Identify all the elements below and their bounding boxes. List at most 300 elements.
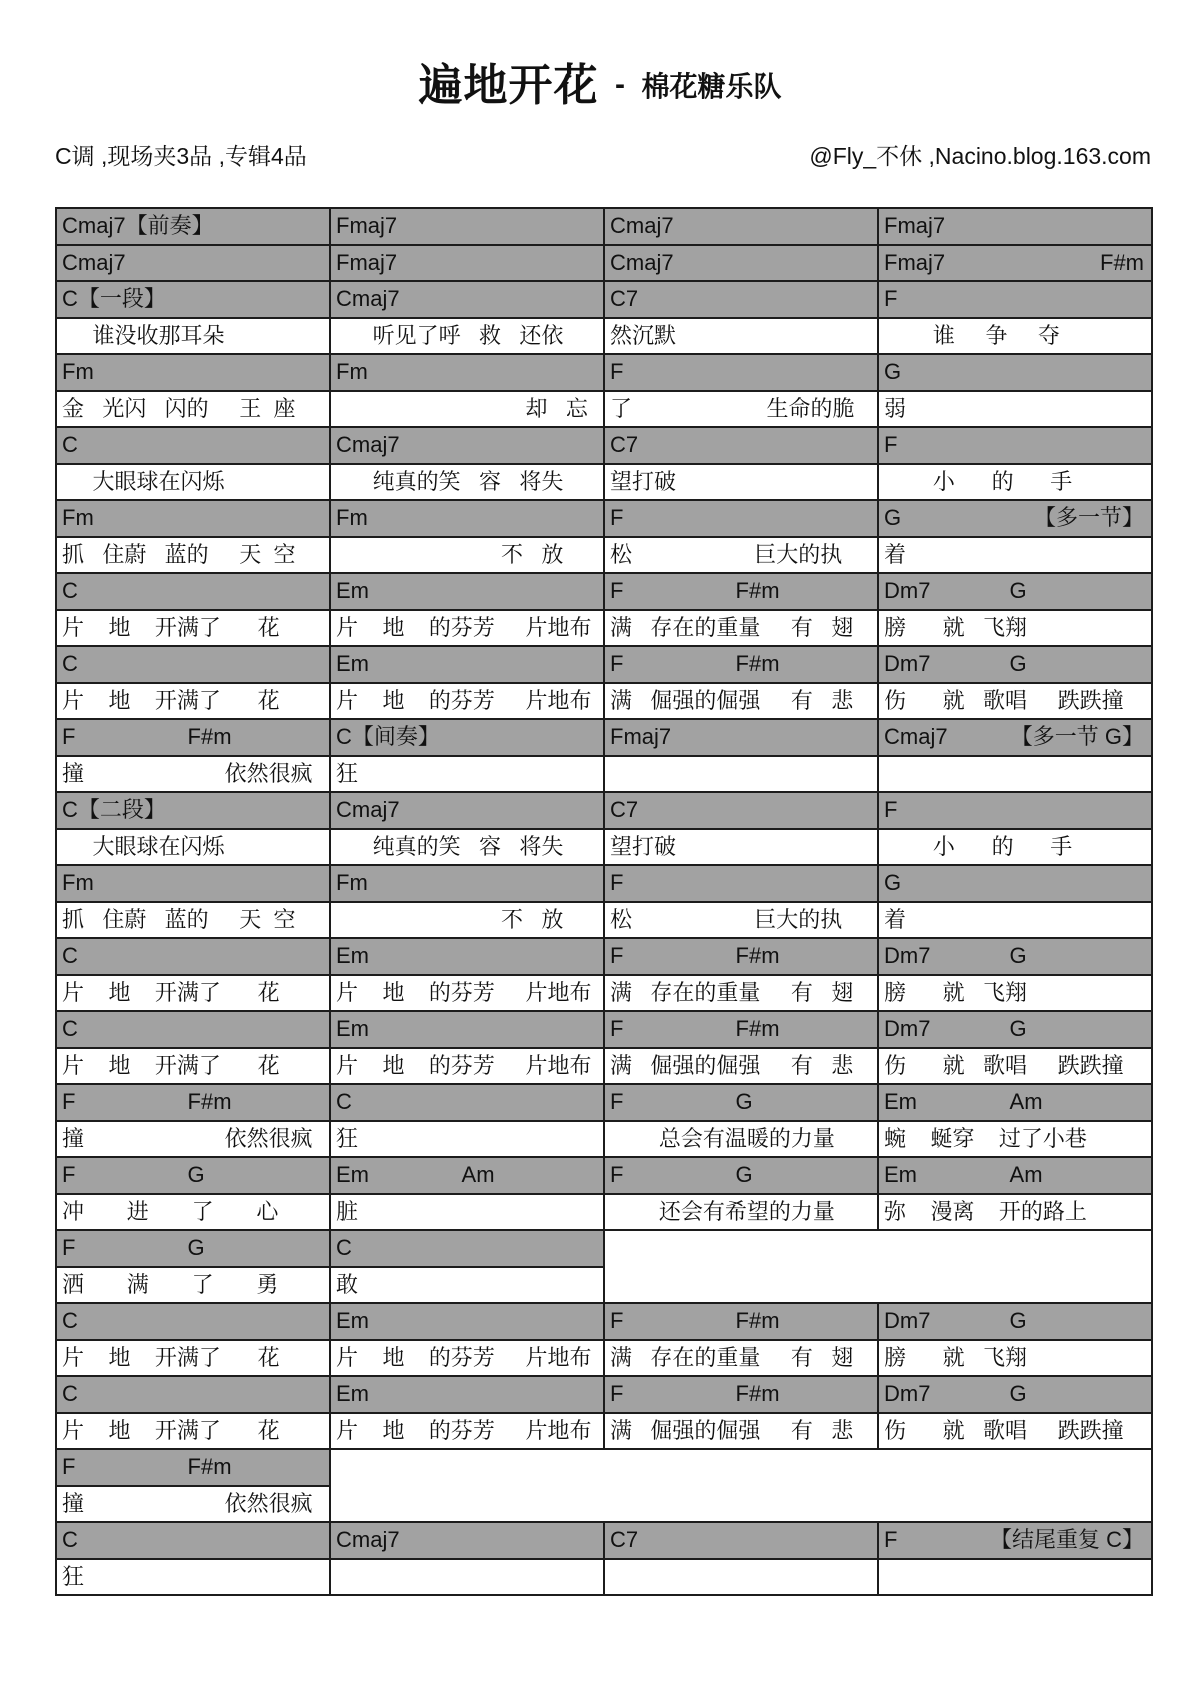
lyric-cell bbox=[330, 318, 604, 355]
chord-cell bbox=[604, 646, 878, 683]
lyric-cell bbox=[604, 537, 878, 574]
chord-cell bbox=[56, 208, 330, 245]
chord-cell bbox=[330, 1449, 1152, 1522]
lyric-text: 冲 进 了 心 bbox=[62, 1198, 279, 1224]
chord-row bbox=[56, 1011, 1152, 1048]
lyric-cell bbox=[330, 1559, 604, 1596]
lyric-text: 松 巨大的执 bbox=[610, 541, 843, 567]
chord-cell bbox=[878, 1522, 1152, 1559]
lyric-text: 狂 bbox=[62, 1563, 85, 1589]
chord-text: F bbox=[884, 432, 898, 458]
lyric-cell bbox=[56, 1048, 330, 1085]
chord-cell bbox=[878, 646, 1152, 683]
chord-cell bbox=[878, 208, 1152, 245]
lyric-cell bbox=[878, 1121, 1152, 1158]
lyric-text: 膀 就 飞翔 bbox=[884, 614, 1028, 640]
lyric-text: 洒 满 了 勇 bbox=[62, 1271, 279, 1297]
chord-text: Cmaj7 bbox=[336, 1527, 400, 1553]
lyric-cell bbox=[56, 537, 330, 574]
chord-text: Em bbox=[884, 1089, 917, 1115]
chord-text: Cmaj7 bbox=[336, 432, 400, 458]
chord-text: Cmaj7【前奏】 bbox=[62, 213, 214, 239]
lyric-cell bbox=[56, 975, 330, 1012]
lyric-cell bbox=[878, 610, 1152, 647]
chord-text-secondary: Am bbox=[1009, 1162, 1043, 1188]
chord-text-secondary: F#m bbox=[735, 1308, 780, 1334]
lyric-text: 敢 bbox=[336, 1271, 359, 1297]
chord-text: Em bbox=[336, 943, 369, 969]
chord-text-secondary: G bbox=[1009, 578, 1027, 604]
chord-text: F bbox=[610, 870, 624, 896]
chord-cell bbox=[878, 1376, 1152, 1413]
lyric-text: 不 放 bbox=[336, 906, 564, 932]
chord-text: F bbox=[610, 1308, 624, 1334]
lyric-cell bbox=[604, 464, 878, 501]
chord-text: F bbox=[610, 1016, 624, 1042]
chord-row bbox=[56, 1449, 1152, 1486]
lyric-cell bbox=[330, 829, 604, 866]
lyric-cell bbox=[56, 1559, 330, 1596]
chord-text: F bbox=[62, 1454, 76, 1480]
chord-row bbox=[56, 792, 1152, 829]
chord-cell bbox=[604, 573, 878, 610]
chord-text: Dm7 bbox=[884, 1016, 931, 1042]
chord-cell bbox=[604, 1230, 1152, 1303]
chord-cell bbox=[56, 719, 330, 756]
chord-cell bbox=[604, 1303, 878, 1340]
lyric-cell bbox=[56, 756, 330, 793]
chord-grid-body bbox=[56, 208, 1152, 1595]
chord-cell bbox=[330, 865, 604, 902]
chord-text: Fm bbox=[62, 870, 94, 896]
chord-text: Em bbox=[336, 1381, 369, 1407]
lyric-text: 片 地 开满了 花 bbox=[62, 1052, 280, 1078]
chord-text: Fmaj7 bbox=[884, 213, 946, 239]
chord-row bbox=[56, 1157, 1152, 1194]
chord-cell bbox=[604, 245, 878, 282]
chord-cell bbox=[878, 354, 1152, 391]
lyric-cell bbox=[604, 683, 878, 720]
chord-text: Dm7 bbox=[884, 943, 931, 969]
credit-info: @Fly_不休 ,Nacino.blog.163.com bbox=[809, 142, 1151, 169]
lyric-text: 抓 住蔚 蓝的 天 空 bbox=[62, 541, 296, 567]
lyric-text: 满 倔强的倔强 有 悲 bbox=[610, 1052, 854, 1078]
chord-text: C【一段】 bbox=[62, 286, 166, 312]
chord-text-secondary: G bbox=[187, 1235, 205, 1261]
lyric-text: 小 的 手 bbox=[884, 833, 1073, 859]
chord-text-secondary: G bbox=[1009, 1381, 1027, 1407]
chord-cell bbox=[330, 573, 604, 610]
lyric-row bbox=[56, 829, 1152, 866]
lyric-text: 膀 就 飞翔 bbox=[884, 1344, 1028, 1370]
chord-text: Cmaj7 bbox=[336, 286, 400, 312]
chord-text: G bbox=[884, 505, 902, 531]
chord-text: Cmaj7 bbox=[336, 797, 400, 823]
lyric-cell bbox=[56, 391, 330, 428]
chord-cell bbox=[878, 865, 1152, 902]
chord-text: C bbox=[336, 1089, 352, 1115]
lyric-cell bbox=[878, 1340, 1152, 1377]
chord-cell bbox=[330, 719, 604, 756]
chord-text: Dm7 bbox=[884, 651, 931, 677]
lyric-cell bbox=[56, 1413, 330, 1450]
chord-cell bbox=[604, 1084, 878, 1121]
lyric-text: 撞 依然很疯 bbox=[62, 760, 313, 786]
chord-text: C bbox=[62, 1016, 78, 1042]
chord-text: Fm bbox=[62, 505, 94, 531]
chord-text: C bbox=[62, 1527, 78, 1553]
lyric-cell bbox=[878, 1048, 1152, 1085]
chord-cell bbox=[878, 245, 1152, 282]
lyric-text: 膀 就 飞翔 bbox=[884, 979, 1028, 1005]
lyric-row bbox=[56, 318, 1152, 355]
lyric-row bbox=[56, 464, 1152, 501]
chord-cell bbox=[878, 1011, 1152, 1048]
chord-text-secondary: F#m bbox=[187, 1454, 232, 1480]
chord-cell bbox=[330, 1376, 604, 1413]
lyric-row bbox=[56, 610, 1152, 647]
chord-text: G bbox=[884, 359, 902, 385]
chord-cell bbox=[56, 1522, 330, 1559]
chord-text: C bbox=[62, 1308, 78, 1334]
chord-cell bbox=[56, 1303, 330, 1340]
chord-text: F bbox=[610, 943, 624, 969]
lyric-row bbox=[56, 1559, 1152, 1596]
lyric-text: 狂 bbox=[336, 760, 359, 786]
chord-cell bbox=[330, 1522, 604, 1559]
chord-text: F bbox=[610, 578, 624, 604]
chord-cell bbox=[878, 1303, 1152, 1340]
chord-text: Cmaj7 bbox=[884, 724, 948, 750]
lyric-cell bbox=[604, 756, 878, 793]
chord-cell bbox=[604, 427, 878, 464]
lyric-cell bbox=[604, 1559, 878, 1596]
lyric-cell bbox=[604, 902, 878, 939]
chord-text: C7 bbox=[610, 1527, 639, 1553]
chord-text: Em bbox=[336, 1016, 369, 1042]
chord-cell bbox=[56, 500, 330, 537]
chord-cell bbox=[56, 427, 330, 464]
chord-text: C7 bbox=[610, 432, 639, 458]
lyric-text: 还会有希望的力量 bbox=[610, 1198, 835, 1224]
chord-text: C【二段】 bbox=[62, 797, 166, 823]
chord-cell bbox=[56, 1157, 330, 1194]
chord-cell bbox=[330, 646, 604, 683]
chord-cell bbox=[330, 1084, 604, 1121]
chord-text: F bbox=[62, 1089, 76, 1115]
lyric-cell bbox=[330, 756, 604, 793]
chord-text: C bbox=[62, 1381, 78, 1407]
lyric-row bbox=[56, 683, 1152, 720]
chord-cell bbox=[604, 500, 878, 537]
lyric-cell bbox=[878, 975, 1152, 1012]
chord-text: C bbox=[62, 578, 78, 604]
chord-row bbox=[56, 719, 1152, 756]
chord-text: F bbox=[610, 651, 624, 677]
chord-text: Cmaj7 bbox=[610, 213, 674, 239]
section-note: 【多一节】 bbox=[1033, 505, 1144, 531]
chord-text: G bbox=[884, 870, 902, 896]
chord-cell bbox=[56, 1084, 330, 1121]
chord-row bbox=[56, 646, 1152, 683]
chord-cell bbox=[330, 245, 604, 282]
lyric-cell bbox=[330, 537, 604, 574]
lyric-row bbox=[56, 756, 1152, 793]
chord-row bbox=[56, 1230, 1152, 1267]
lyric-cell bbox=[56, 318, 330, 355]
chord-text: Fmaj7 bbox=[884, 249, 946, 275]
chord-text: F bbox=[610, 505, 624, 531]
chord-cell bbox=[604, 208, 878, 245]
lyric-text: 纯真的笑 容 将失 bbox=[336, 468, 564, 494]
lyric-cell bbox=[604, 1194, 878, 1231]
chord-cell bbox=[604, 1522, 878, 1559]
lyric-cell bbox=[604, 1413, 878, 1450]
chord-text-secondary: G bbox=[1009, 1016, 1027, 1042]
chord-row bbox=[56, 427, 1152, 464]
chord-row bbox=[56, 1084, 1152, 1121]
chord-text: Em bbox=[884, 1162, 917, 1188]
chord-cell bbox=[56, 646, 330, 683]
chord-text: Fm bbox=[336, 359, 368, 385]
lyric-cell bbox=[56, 1486, 330, 1523]
chord-cell bbox=[56, 938, 330, 975]
chord-cell bbox=[56, 354, 330, 391]
lyric-cell bbox=[56, 1194, 330, 1231]
chord-cell bbox=[330, 354, 604, 391]
lyric-row bbox=[56, 1121, 1152, 1158]
lyric-text: 片 地 的芬芳 片地布 bbox=[336, 687, 592, 713]
lyric-text: 却 忘 bbox=[336, 395, 588, 421]
chord-cell bbox=[878, 1157, 1152, 1194]
chord-row bbox=[56, 1376, 1152, 1413]
chord-cell bbox=[878, 281, 1152, 318]
chord-cell bbox=[604, 281, 878, 318]
lyric-cell bbox=[56, 1121, 330, 1158]
lyric-row bbox=[56, 975, 1152, 1012]
lyric-text: 片 地 的芬芳 片地布 bbox=[336, 614, 592, 640]
chord-text: Fm bbox=[62, 359, 94, 385]
chord-cell bbox=[330, 1011, 604, 1048]
lyric-cell bbox=[330, 464, 604, 501]
chord-text: Em bbox=[336, 651, 369, 677]
chord-text-secondary: G bbox=[1009, 943, 1027, 969]
lyric-text: 了 生命的脆 bbox=[610, 395, 855, 421]
lyric-cell bbox=[330, 610, 604, 647]
chord-cell bbox=[878, 500, 1152, 537]
chord-cell bbox=[330, 427, 604, 464]
lyric-text: 不 放 bbox=[336, 541, 564, 567]
chord-text: C【间奏】 bbox=[336, 724, 440, 750]
chord-text: Cmaj7 bbox=[62, 249, 126, 275]
chord-text: C7 bbox=[610, 286, 639, 312]
chord-text: F bbox=[610, 359, 624, 385]
lyric-cell bbox=[878, 1194, 1152, 1231]
chord-cell bbox=[56, 281, 330, 318]
chord-cell bbox=[330, 1157, 604, 1194]
chord-row bbox=[56, 245, 1152, 282]
lyric-cell bbox=[604, 1121, 878, 1158]
lyric-cell bbox=[878, 1413, 1152, 1450]
lyric-row bbox=[56, 537, 1152, 574]
lyric-text: 满 存在的重量 有 翅 bbox=[610, 979, 854, 1005]
chord-row bbox=[56, 573, 1152, 610]
lyric-cell bbox=[604, 1048, 878, 1085]
lyric-cell bbox=[330, 683, 604, 720]
chord-cell bbox=[56, 865, 330, 902]
lyric-cell bbox=[56, 829, 330, 866]
chord-text-secondary: Am bbox=[461, 1162, 495, 1188]
chord-cell bbox=[330, 1230, 604, 1267]
chord-grid bbox=[55, 207, 1153, 1596]
lyric-text: 满 存在的重量 有 翅 bbox=[610, 614, 854, 640]
lyric-text: 纯真的笑 容 将失 bbox=[336, 833, 564, 859]
chord-row bbox=[56, 354, 1152, 391]
lyric-text: 金 光闪 闪的 王 座 bbox=[62, 395, 296, 421]
chord-cell bbox=[878, 719, 1152, 756]
lyric-text: 满 倔强的倔强 有 悲 bbox=[610, 687, 854, 713]
chord-cell bbox=[604, 1157, 878, 1194]
lyric-cell bbox=[604, 975, 878, 1012]
lyric-row bbox=[56, 1340, 1152, 1377]
chord-text-secondary: F#m bbox=[735, 943, 780, 969]
lyric-cell bbox=[878, 683, 1152, 720]
chord-cell bbox=[604, 719, 878, 756]
chord-cell bbox=[56, 792, 330, 829]
lyric-text: 片 地 的芬芳 片地布 bbox=[336, 1052, 592, 1078]
chord-text: Dm7 bbox=[884, 1308, 931, 1334]
chord-cell bbox=[878, 1084, 1152, 1121]
lyric-text: 片 地 的芬芳 片地布 bbox=[336, 1417, 592, 1443]
chord-row bbox=[56, 1522, 1152, 1559]
chord-cell bbox=[604, 354, 878, 391]
lyric-cell bbox=[330, 902, 604, 939]
lyric-text: 着 bbox=[884, 541, 907, 567]
lyric-text: 弱 bbox=[884, 395, 907, 421]
artist-name: 棉花糖乐队 bbox=[641, 71, 782, 102]
chord-text-secondary: G bbox=[1009, 1308, 1027, 1334]
chord-cell bbox=[330, 281, 604, 318]
lyric-text: 伤 就 歌唱 跌跌撞 bbox=[884, 1052, 1124, 1078]
chord-text: Em bbox=[336, 1162, 369, 1188]
section-note: F#m bbox=[1100, 249, 1144, 275]
chord-text-secondary: G bbox=[735, 1162, 753, 1188]
lyric-row bbox=[56, 391, 1152, 428]
chord-row bbox=[56, 865, 1152, 902]
chord-text: F bbox=[62, 1235, 76, 1261]
lyric-text: 片 地 的芬芳 片地布 bbox=[336, 1344, 592, 1370]
chord-text: F bbox=[884, 1527, 898, 1553]
lyric-text: 片 地 开满了 花 bbox=[62, 1417, 280, 1443]
chord-cell bbox=[604, 1011, 878, 1048]
lyric-text: 弥 漫离 开的路上 bbox=[884, 1198, 1087, 1224]
key-capo-info: C调 ,现场夹3品 ,专辑4品 bbox=[55, 142, 307, 169]
chord-text: C bbox=[62, 432, 78, 458]
chord-cell bbox=[56, 1011, 330, 1048]
lyric-text: 听见了呼 救 还依 bbox=[336, 322, 564, 348]
chord-row bbox=[56, 208, 1152, 245]
lyric-text: 满 存在的重量 有 翅 bbox=[610, 1344, 854, 1370]
lyric-text: 抓 住蔚 蓝的 天 空 bbox=[62, 906, 296, 932]
lyric-cell bbox=[330, 1413, 604, 1450]
lyric-cell bbox=[604, 610, 878, 647]
chord-text-secondary: F#m bbox=[187, 724, 232, 750]
chord-cell bbox=[330, 1303, 604, 1340]
header bbox=[0, 0, 1200, 123]
lyric-text: 片 地 开满了 花 bbox=[62, 687, 280, 713]
chord-row bbox=[56, 500, 1152, 537]
chord-cell bbox=[878, 792, 1152, 829]
chord-cell bbox=[56, 1230, 330, 1267]
lyric-cell bbox=[604, 318, 878, 355]
chord-text: F bbox=[884, 797, 898, 823]
lyric-cell bbox=[330, 1121, 604, 1158]
lyric-cell bbox=[56, 1340, 330, 1377]
chord-text: F bbox=[610, 1381, 624, 1407]
chord-cell bbox=[330, 208, 604, 245]
lyric-text: 着 bbox=[884, 906, 907, 932]
lyric-text: 伤 就 歌唱 跌跌撞 bbox=[884, 1417, 1124, 1443]
lyric-row bbox=[56, 1048, 1152, 1085]
lyric-cell bbox=[56, 464, 330, 501]
lyric-text: 片 地 开满了 花 bbox=[62, 1344, 280, 1370]
chord-cell bbox=[56, 1449, 330, 1486]
chord-text-secondary: F#m bbox=[735, 1381, 780, 1407]
lyric-cell bbox=[878, 756, 1152, 793]
lyric-text: 片 地 的芬芳 片地布 bbox=[336, 979, 592, 1005]
lyric-cell bbox=[56, 902, 330, 939]
chord-text-secondary: G bbox=[1009, 651, 1027, 677]
chord-text-secondary: G bbox=[735, 1089, 753, 1115]
chord-text: Em bbox=[336, 578, 369, 604]
lyric-text: 蜿 蜒穿 过了小巷 bbox=[884, 1125, 1087, 1151]
lyric-cell bbox=[878, 902, 1152, 939]
chord-text-secondary: Am bbox=[1009, 1089, 1043, 1115]
lyric-cell bbox=[878, 391, 1152, 428]
chord-cell bbox=[330, 938, 604, 975]
lyric-text: 小 的 手 bbox=[884, 468, 1073, 494]
lyric-cell bbox=[56, 1267, 330, 1304]
lyric-cell bbox=[604, 1340, 878, 1377]
chord-text-secondary: F#m bbox=[187, 1089, 232, 1115]
lyric-cell bbox=[878, 829, 1152, 866]
chord-text: F bbox=[62, 1162, 76, 1188]
chord-text: Fmaj7 bbox=[610, 724, 672, 750]
lyric-cell bbox=[604, 391, 878, 428]
lyric-text: 望打破 bbox=[610, 833, 677, 859]
chord-text: Cmaj7 bbox=[610, 249, 674, 275]
chord-text-secondary: F#m bbox=[735, 1016, 780, 1042]
chord-cell bbox=[604, 1376, 878, 1413]
chord-cell bbox=[878, 573, 1152, 610]
chord-cell bbox=[878, 938, 1152, 975]
lyric-text: 片 地 开满了 花 bbox=[62, 614, 280, 640]
lyric-row bbox=[56, 902, 1152, 939]
lyric-text: 片 地 开满了 花 bbox=[62, 979, 280, 1005]
chord-cell bbox=[330, 792, 604, 829]
chord-text-secondary: F#m bbox=[735, 578, 780, 604]
chord-text: C bbox=[62, 651, 78, 677]
chord-cell bbox=[604, 792, 878, 829]
chord-text: Fmaj7 bbox=[336, 249, 398, 275]
lyric-cell bbox=[56, 610, 330, 647]
chord-cell bbox=[56, 573, 330, 610]
lyric-text: 撞 依然很疯 bbox=[62, 1490, 313, 1516]
chord-text: F bbox=[62, 724, 76, 750]
chord-row bbox=[56, 1303, 1152, 1340]
lyric-text: 撞 依然很疯 bbox=[62, 1125, 313, 1151]
chord-text-secondary: F#m bbox=[735, 651, 780, 677]
